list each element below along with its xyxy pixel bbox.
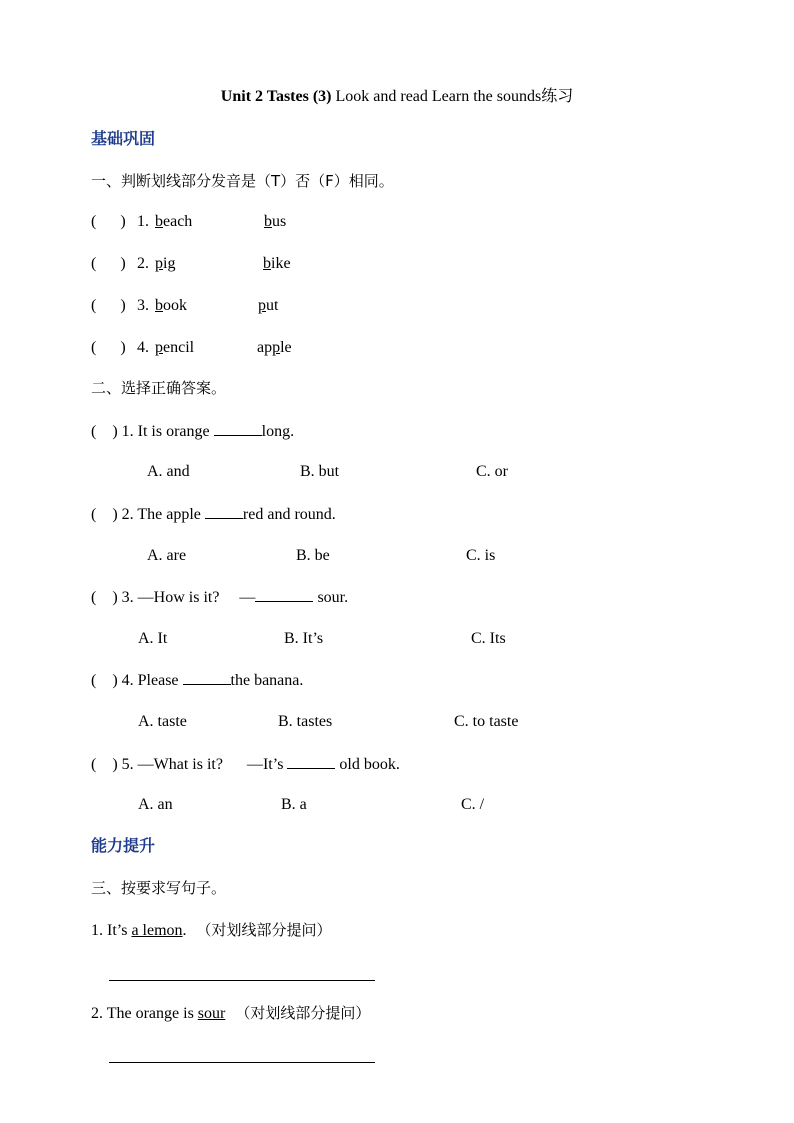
- title-rest: Look and read Learn the sounds练习: [331, 88, 574, 105]
- option-b[interactable]: B. be: [296, 547, 330, 564]
- option-b[interactable]: B. a: [281, 796, 307, 813]
- item-number: 4.: [137, 339, 149, 356]
- answer-line[interactable]: [109, 980, 375, 981]
- rewrite-sentence-1: 1. It’s a lemon. （对划线部分提问）: [91, 921, 332, 939]
- title-bold: Unit 2 Tastes (3): [220, 88, 332, 105]
- option-a[interactable]: A. taste: [138, 713, 187, 730]
- word-1: pencil: [155, 339, 195, 356]
- word-2: put: [258, 297, 279, 314]
- word-2: bike: [263, 255, 291, 272]
- answer-line[interactable]: [109, 1062, 375, 1063]
- answer-bracket[interactable]: ( ): [91, 756, 118, 773]
- option-c[interactable]: C. to taste: [454, 713, 519, 730]
- word-1: book: [155, 297, 187, 314]
- section-heading-basic: 基础巩固: [91, 129, 156, 148]
- item-number: 3.: [137, 297, 149, 314]
- part1-instruction: 一、判断划线部分发音是（T）否（F）相同。: [91, 172, 394, 190]
- answer-bracket[interactable]: ( ): [91, 255, 126, 272]
- word-1: beach: [155, 213, 193, 230]
- word-2: apple: [257, 339, 292, 356]
- question-3-stem: ( ) 3. —How is it? — sour.: [91, 589, 349, 606]
- question-2-stem: ( ) 2. The apple red and round.: [91, 506, 336, 523]
- item-number: 2.: [137, 255, 149, 272]
- answer-bracket[interactable]: ( ): [91, 339, 126, 356]
- rewrite-sentence-2: 2. The orange is sour （对划线部分提问）: [91, 1004, 371, 1022]
- answer-bracket[interactable]: ( ): [91, 423, 118, 440]
- word-1: pig: [155, 255, 176, 272]
- option-c[interactable]: C. is: [466, 547, 496, 564]
- option-c[interactable]: C. /: [461, 796, 485, 813]
- part2-instruction: 二、选择正确答案。: [91, 379, 227, 397]
- answer-bracket[interactable]: ( ): [91, 672, 118, 689]
- option-c[interactable]: C. Its: [471, 630, 506, 647]
- option-c[interactable]: C. or: [476, 463, 508, 480]
- option-b[interactable]: B. but: [300, 463, 340, 480]
- question-1-stem: ( ) 1. It is orange long.: [91, 423, 295, 440]
- answer-bracket[interactable]: ( ): [91, 297, 126, 314]
- option-a[interactable]: A. and: [147, 463, 190, 480]
- word-2: bus: [264, 213, 287, 230]
- answer-bracket[interactable]: ( ): [91, 213, 126, 230]
- fill-blank[interactable]: [255, 587, 313, 602]
- part3-instruction: 三、按要求写句子。: [91, 879, 227, 897]
- fill-blank[interactable]: [205, 504, 243, 519]
- page-title: [0, 87, 794, 107]
- fill-blank[interactable]: [214, 421, 262, 436]
- fill-blank[interactable]: [183, 670, 231, 685]
- option-a[interactable]: A. are: [147, 547, 187, 564]
- item-number: 1.: [137, 213, 149, 230]
- question-5-stem: ( ) 5. —What is it? —It’s old book.: [91, 756, 400, 773]
- option-b[interactable]: B. tastes: [278, 713, 333, 730]
- fill-blank[interactable]: [287, 754, 335, 769]
- option-a[interactable]: A. an: [138, 796, 173, 813]
- question-4-stem: ( ) 4. Please the banana.: [91, 672, 304, 689]
- option-b[interactable]: B. It’s: [284, 630, 324, 647]
- option-a[interactable]: A. It: [138, 630, 168, 647]
- section-heading-advanced: 能力提升: [91, 836, 156, 855]
- answer-bracket[interactable]: ( ): [91, 506, 118, 523]
- answer-bracket[interactable]: ( ): [91, 589, 118, 606]
